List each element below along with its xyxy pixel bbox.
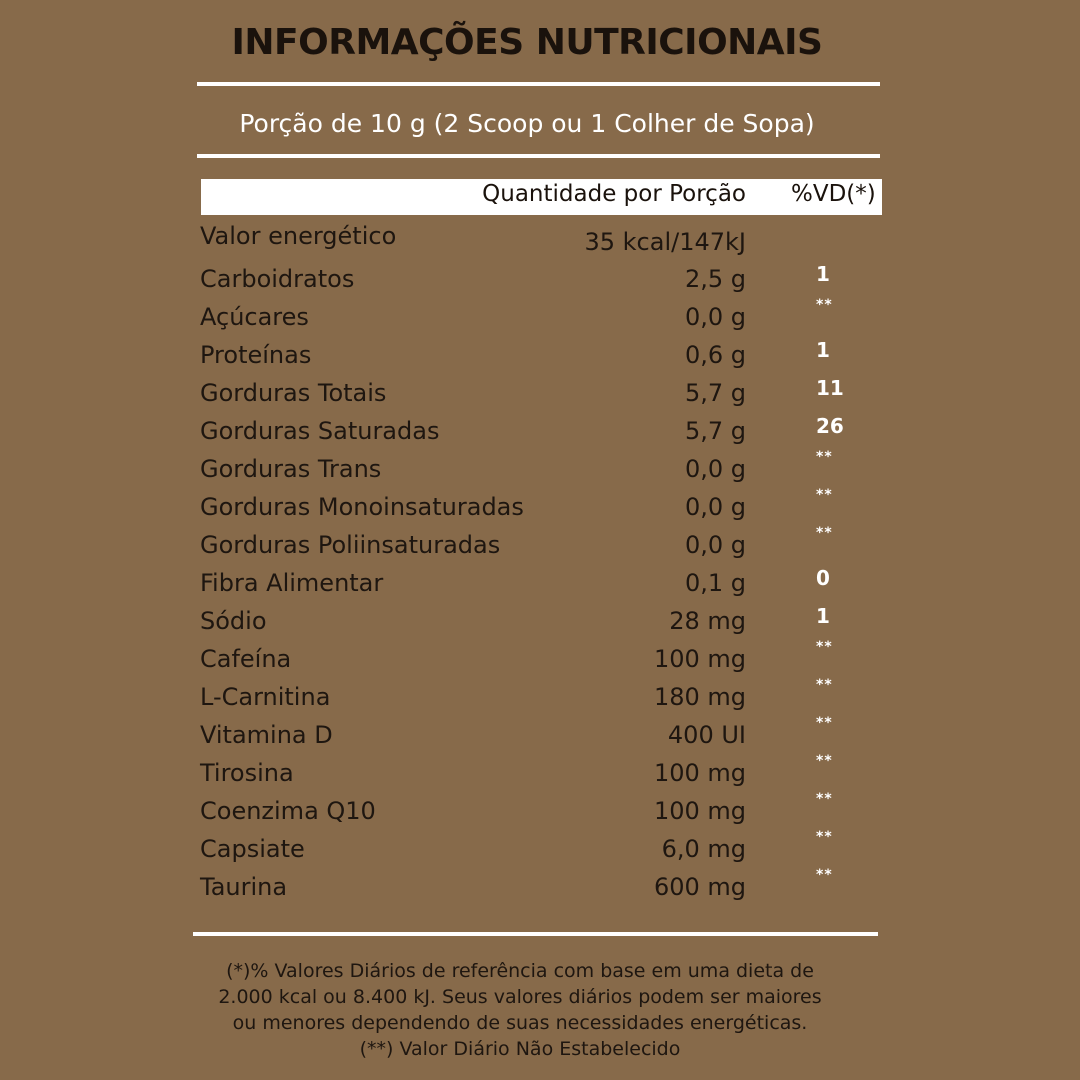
- nutrient-name: Valor energético: [200, 222, 397, 250]
- nutrient-dv: **: [816, 525, 833, 541]
- table-row: [0, 867, 1080, 911]
- table-row: [0, 639, 1080, 683]
- nutrient-name: Gorduras Saturadas: [200, 417, 440, 445]
- table-row: [0, 376, 1080, 417]
- footnote-line: ou menores dependendo de suas necessidades energéticas.: [232, 1012, 808, 1034]
- nutrient-dv: **: [816, 297, 833, 313]
- nutrient-quantity: 0,1 g: [684, 569, 746, 597]
- nutrient-quantity: 600 mg: [653, 873, 746, 901]
- nutrient-dv: **: [816, 867, 833, 883]
- serving-size: Porção de 10 g (2 Scoop ou 1 Colher de Sopa): [239, 109, 815, 138]
- nutrient-name: Gorduras Totais: [200, 379, 387, 407]
- footnote: [0, 958, 1040, 1062]
- divider-bottom: [193, 932, 878, 936]
- nutrient-name: Capsiate: [200, 835, 305, 863]
- table-header: [201, 179, 882, 215]
- nutrient-dv: **: [816, 715, 833, 731]
- table-row: [0, 604, 1080, 645]
- quantity-column-header: Quantidade por Porção: [482, 181, 746, 207]
- nutrient-quantity: 180 mg: [653, 683, 746, 711]
- nutrient-quantity: 35 kcal/147kJ: [584, 228, 746, 256]
- nutrient-quantity: 0,0 g: [684, 531, 746, 559]
- nutrient-dv: 0: [816, 566, 830, 590]
- nutrient-dv: **: [816, 791, 833, 807]
- footnote-line: (*)% Valores Diários de referência com base em uma dieta de: [226, 960, 814, 982]
- table-row: [0, 449, 1080, 493]
- table-row: [0, 297, 1080, 341]
- nutrient-dv: 11: [816, 376, 844, 400]
- nutrient-quantity: 100 mg: [653, 645, 746, 673]
- nutrient-name: Açúcares: [200, 303, 309, 331]
- nutrient-quantity: 6,0 mg: [661, 835, 746, 863]
- nutrient-name: Proteínas: [200, 341, 312, 369]
- footnote-line: (**) Valor Diário Não Estabelecido: [359, 1038, 681, 1060]
- nutrient-name: Gorduras Trans: [200, 455, 382, 483]
- page-title: INFORMAÇÕES NUTRICIONAIS: [231, 22, 823, 63]
- nutrient-dv: **: [816, 487, 833, 503]
- table-row: [0, 487, 1080, 531]
- nutrient-dv: **: [816, 677, 833, 693]
- nutrient-name: Fibra Alimentar: [200, 569, 384, 597]
- table-row: [0, 791, 1080, 835]
- table-row: [0, 715, 1080, 759]
- footnote-line: 2.000 kcal ou 8.400 kJ. Seus valores diários podem ser maiores: [218, 986, 822, 1008]
- nutrient-dv: **: [816, 449, 833, 465]
- table-row: [0, 338, 1080, 379]
- nutrient-quantity: 400 UI: [667, 721, 746, 749]
- table-row: [0, 829, 1080, 873]
- table-row: [0, 222, 1080, 260]
- nutrient-name: Taurina: [200, 873, 288, 901]
- nutrient-name: Carboidratos: [200, 265, 355, 293]
- table-row: [0, 262, 1080, 303]
- table-row: [0, 753, 1080, 797]
- table-row: [0, 566, 1080, 607]
- nutrient-quantity: 0,0 g: [684, 493, 746, 521]
- nutrient-quantity: 100 mg: [653, 759, 746, 787]
- nutrient-quantity: 0,0 g: [684, 455, 746, 483]
- nutrient-quantity: 5,7 g: [684, 417, 746, 445]
- dv-column-header: %VD(*): [791, 181, 876, 207]
- divider-top: [197, 82, 880, 86]
- nutrient-quantity: 2,5 g: [684, 265, 746, 293]
- nutrient-quantity: 100 mg: [653, 797, 746, 825]
- nutrient-name: Gorduras Poliinsaturadas: [200, 531, 501, 559]
- nutrient-dv: **: [816, 829, 833, 845]
- nutrient-name: Vitamina D: [200, 721, 333, 749]
- nutrient-name: Tirosina: [200, 759, 294, 787]
- divider-serving: [197, 154, 880, 158]
- nutrient-dv: 1: [816, 338, 830, 362]
- nutrient-quantity: 28 mg: [669, 607, 746, 635]
- nutrient-name: Sódio: [200, 607, 267, 635]
- nutrient-dv: 1: [816, 262, 830, 286]
- nutrient-name: Gorduras Monoinsaturadas: [200, 493, 524, 521]
- nutrient-quantity: 0,6 g: [684, 341, 746, 369]
- table-row: [0, 677, 1080, 721]
- nutrient-quantity: 5,7 g: [684, 379, 746, 407]
- nutrient-name: L-Carnitina: [200, 683, 331, 711]
- nutrient-dv: 1: [816, 604, 830, 628]
- nutrient-name: Coenzima Q10: [200, 797, 376, 825]
- table-row: [0, 525, 1080, 569]
- nutrient-dv: 26: [816, 414, 844, 438]
- table-row: [0, 414, 1080, 455]
- nutrient-name: Cafeína: [200, 645, 292, 673]
- nutrient-dv: **: [816, 753, 833, 769]
- nutrient-dv: **: [816, 639, 833, 655]
- nutrient-quantity: 0,0 g: [684, 303, 746, 331]
